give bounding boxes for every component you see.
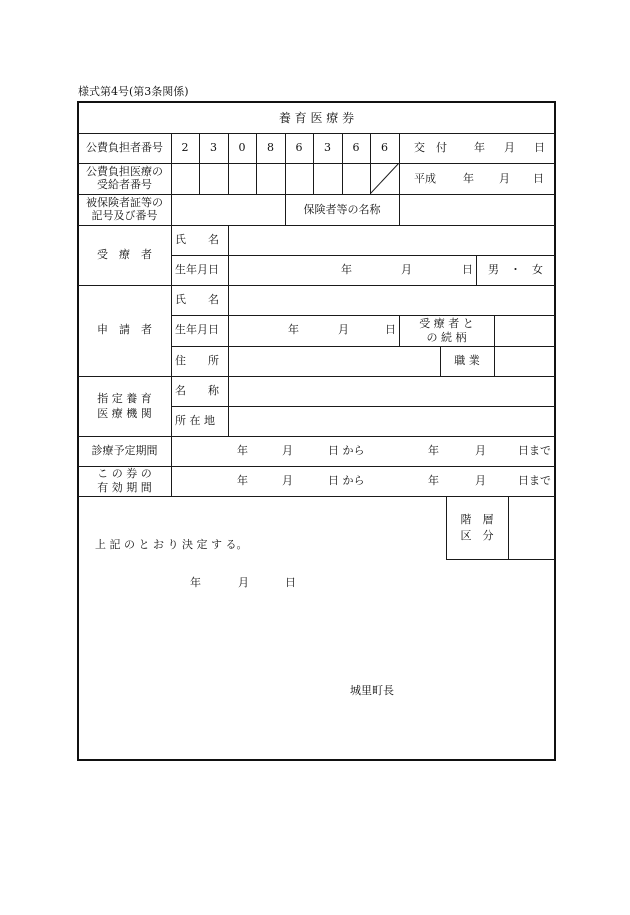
applicant-birth-month: 月 (338, 323, 349, 336)
era-label: 平成 (414, 172, 436, 185)
issue-year: 年 (474, 141, 485, 154)
patient-birth-day: 日 (462, 263, 473, 276)
rule (446, 496, 447, 559)
patient-birth-year: 年 (341, 263, 352, 276)
decision-month: 月 (238, 576, 249, 589)
rule (78, 285, 555, 286)
validity-label-1: こ の 券 の (97, 467, 152, 480)
planned-from-year: 年 (237, 444, 248, 457)
patient-name-label: 氏 名 (175, 233, 219, 246)
insurer-name-label: 保険者等の名称 (303, 203, 381, 216)
rule (508, 496, 509, 559)
applicant-address-label: 住 所 (175, 354, 219, 367)
applicant-birth-year: 年 (288, 323, 299, 336)
rule (228, 225, 229, 436)
rule (78, 194, 555, 195)
issue-day: 日 (534, 141, 545, 154)
patient-section-label: 受 療 者 (97, 248, 152, 261)
rule (78, 496, 555, 497)
patient-birth-month: 月 (401, 263, 412, 276)
rule (171, 133, 172, 496)
rule (494, 315, 495, 376)
validity-from-month: 月 (282, 474, 293, 487)
institution-location-label: 所 在 地 (175, 414, 215, 427)
payer-digit: 2 (181, 141, 189, 154)
era-year: 年 (463, 172, 474, 185)
planned-to-month: 月 (475, 444, 486, 457)
planned-from-day: 日 から (328, 444, 365, 457)
era-month: 月 (499, 172, 510, 185)
rule (399, 133, 400, 225)
occupation-label: 職 業 (454, 354, 480, 367)
recipient-number-label-2: 受給者番号 (97, 178, 152, 191)
class-division-label-1: 階 層 (460, 513, 494, 526)
institution-section-label-1: 指 定 養 育 (97, 392, 152, 405)
rule (78, 163, 555, 164)
public-payer-label: 公費負担者番号 (86, 141, 163, 154)
payer-digit: 6 (295, 141, 303, 154)
form-number: 様式第4号(第3条関係) (78, 85, 189, 98)
issue-month: 月 (504, 141, 515, 154)
patient-sex: 男 ・ 女 (488, 263, 543, 276)
institution-name-label: 名 称 (175, 384, 219, 397)
issue-label: 交 付 (414, 141, 447, 154)
patient-birth-label: 生年月日 (175, 263, 219, 276)
validity-to-month: 月 (475, 474, 486, 487)
rule (78, 376, 555, 377)
payer-digit: 8 (267, 141, 274, 154)
validity-from-year: 年 (237, 474, 248, 487)
applicant-birth-day: 日 (385, 323, 396, 336)
rule (78, 133, 555, 134)
payer-digit: 0 (238, 141, 246, 154)
class-division-label-2: 区 分 (460, 529, 494, 542)
applicant-birth-label: 生年月日 (175, 323, 219, 336)
form-title: 養 育 医 療 券 (278, 111, 355, 125)
planned-to-year: 年 (428, 444, 439, 457)
rule (446, 559, 555, 560)
diagonal-slash (370, 163, 399, 194)
decision-text: 上 記 の と お り 決 定 す る。 (95, 538, 248, 551)
insurance-label-1: 被保険者証等の (86, 196, 163, 209)
planned-period-label: 診療予定期間 (91, 444, 158, 457)
payer-digit: 6 (352, 141, 360, 154)
validity-to-day: 日まで (518, 474, 551, 487)
insurance-label-2: 記号及び番号 (91, 209, 158, 222)
payer-digit: 6 (381, 141, 388, 154)
validity-from-day: 日 から (328, 474, 365, 487)
relation-label-1: 受 療 者 と (419, 317, 474, 330)
rule (78, 436, 555, 437)
era-day: 日 (533, 172, 544, 185)
applicant-name-label: 氏 名 (175, 293, 219, 306)
rule (78, 225, 555, 226)
decision-day: 日 (285, 576, 296, 589)
relation-label-2: の 続 柄 (426, 331, 467, 344)
recipient-number-label-1: 公費負担医療の (86, 165, 163, 178)
institution-section-label-2: 医 療 機 関 (97, 407, 152, 420)
planned-to-day: 日まで (518, 444, 551, 457)
decision-year: 年 (190, 576, 201, 589)
payer-digit: 3 (210, 141, 217, 154)
applicant-section-label: 申 請 者 (97, 323, 152, 336)
validity-label-2: 有 効 期 間 (97, 481, 152, 494)
issuer-name: 城里町長 (350, 684, 394, 697)
payer-digit: 3 (324, 141, 331, 154)
validity-to-year: 年 (428, 474, 439, 487)
planned-from-month: 月 (282, 444, 293, 457)
